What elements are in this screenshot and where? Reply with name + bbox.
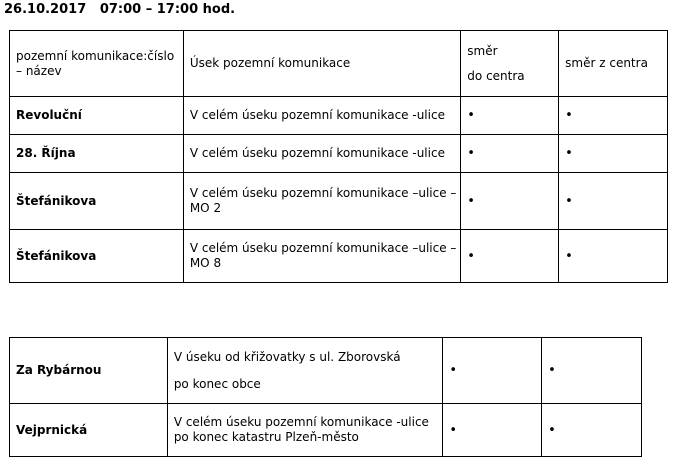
- from-center-mark: •: [542, 338, 642, 404]
- table-row: [10, 135, 668, 173]
- table-row: [10, 97, 668, 135]
- to-center-mark: •: [461, 135, 559, 173]
- road-name: 28. Října: [10, 135, 184, 173]
- road-section-line2: po konec obce: [173, 376, 261, 391]
- road-section: [167, 338, 443, 404]
- to-center-mark: •: [443, 338, 542, 404]
- road-section: V celém úseku pozemní komunikace -ulice: [183, 135, 460, 173]
- table-row: [10, 404, 642, 457]
- road-section: V celém úseku pozemní komunikace -ulice: [183, 97, 460, 135]
- header-to-center-line2: do centra: [467, 68, 525, 83]
- table-row: [10, 338, 642, 404]
- from-center-mark: •: [542, 404, 642, 457]
- road-name: Štefánikova: [10, 230, 184, 283]
- table-header-row: [10, 31, 668, 97]
- road-name: Revoluční: [10, 97, 184, 135]
- to-center-mark: •: [461, 173, 559, 230]
- from-center-mark: •: [559, 97, 668, 135]
- to-center-mark: •: [461, 230, 559, 283]
- date-time-heading: 26.10.2017 07:00 – 17:00 hod.: [4, 2, 236, 17]
- to-center-mark: •: [443, 404, 542, 457]
- road-name: Štefánikova: [10, 173, 184, 230]
- header-to-center-line1: směr: [467, 43, 498, 58]
- header-section: Úsek pozemní komunikace: [183, 31, 460, 97]
- road-section: V celém úseku pozemní komunikace –ulice – MO 2: [183, 173, 460, 230]
- closures-table: [9, 30, 668, 283]
- road-section: V celém úseku pozemní komunikace –ulice – MO 8: [183, 230, 460, 283]
- road-section-line2: po konec katastru Plzeň-město: [173, 430, 359, 444]
- header-to-center: [461, 31, 559, 97]
- header-from-center: směr z centra: [559, 31, 668, 97]
- road-name: Za Rybárnou: [10, 338, 168, 404]
- header-road: pozemní komunikace:číslo – název: [10, 31, 184, 97]
- from-center-mark: •: [559, 173, 668, 230]
- closures-table-extension: [9, 337, 642, 457]
- from-center-mark: •: [559, 230, 668, 283]
- road-section: [167, 404, 443, 457]
- road-section-line1: V celém úseku pozemní komunikace -ulice: [173, 415, 429, 429]
- table-row: [10, 230, 668, 283]
- road-section-line1: V úseku od křižovatky s ul. Zborovská: [173, 349, 401, 364]
- to-center-mark: •: [461, 97, 559, 135]
- table-row: [10, 173, 668, 230]
- road-name: Vejprnická: [10, 404, 168, 457]
- from-center-mark: •: [559, 135, 668, 173]
